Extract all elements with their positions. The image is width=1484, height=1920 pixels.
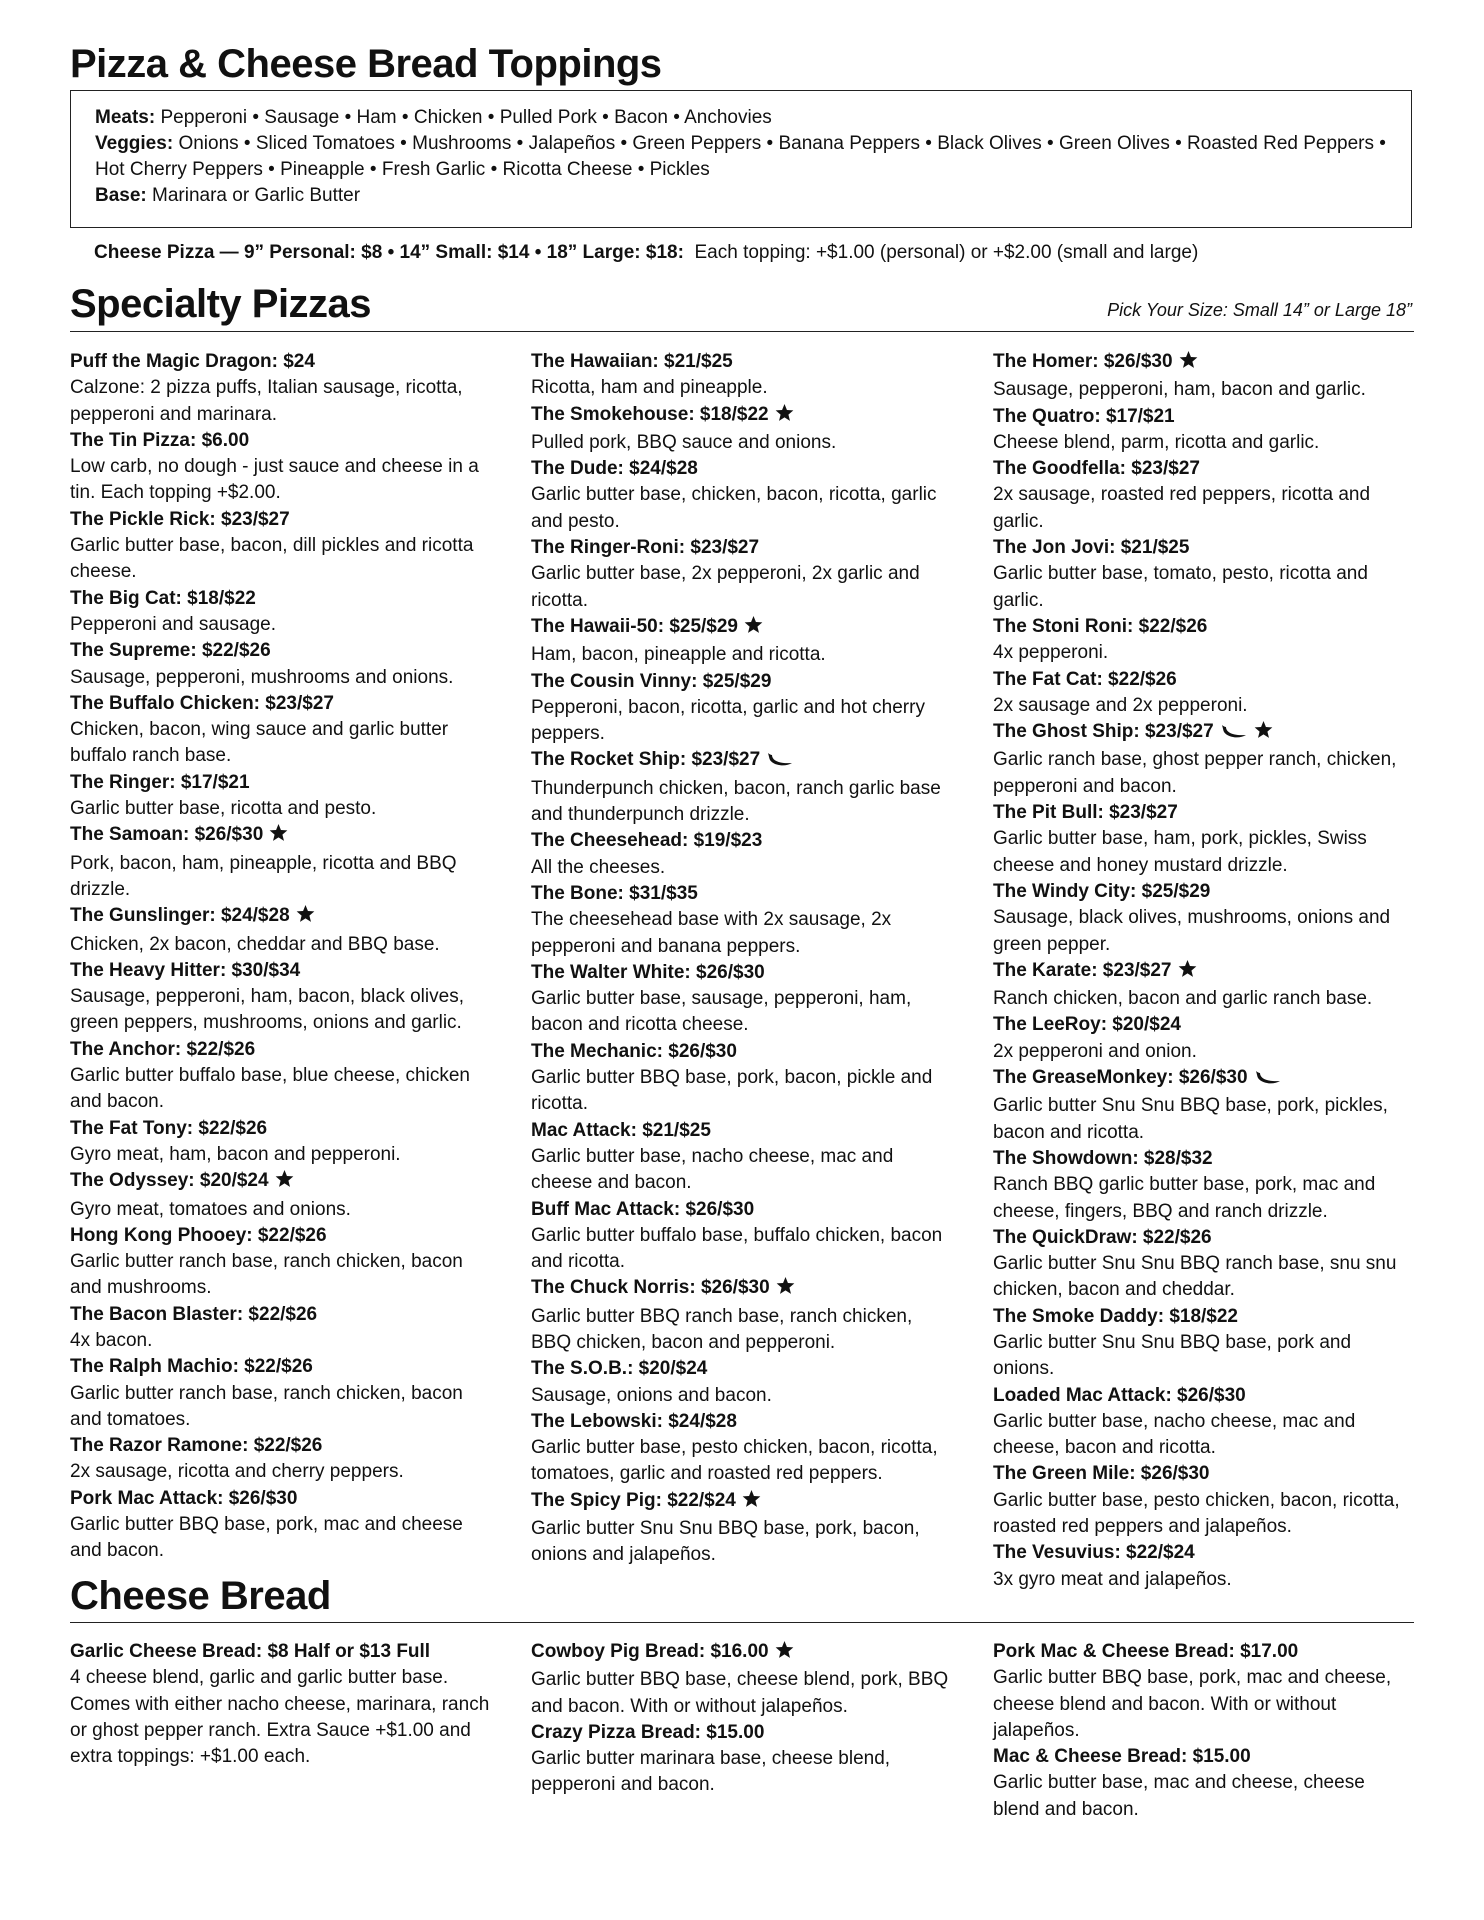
menu-item-name: The Big Cat: $18/$22 [70, 587, 256, 609]
menu-item [70, 770, 490, 823]
pepper-icon [766, 749, 794, 775]
menu-item [531, 1720, 951, 1799]
menu-item [70, 1354, 490, 1433]
menu-item-name: The Ringer-Roni: $23/$27 [531, 537, 760, 559]
menu-item [993, 958, 1413, 1013]
menu-item [70, 507, 490, 586]
menu-item-description: Garlic butter Snu Snu BBQ base, pork and onions. [993, 1331, 1352, 1380]
menu-item-name: The Tin Pizza: $6.00 [70, 429, 250, 451]
menu-item-name: Mac Attack: $21/$25 [531, 1119, 711, 1141]
menu-item-name: The Odyssey: $20/$24 [70, 1170, 269, 1192]
menu-item-name: The Cousin Vinny: $25/$29 [531, 670, 772, 692]
menu-item-name-line [531, 456, 951, 482]
topping-price: Each topping: +$1.00 (personal) or +$2.00 (small and large) [694, 242, 1199, 263]
menu-item-description: The cheesehead base with 2x sausage, 2x pepperoni and banana peppers. [531, 909, 892, 957]
pepper-icon [1254, 1067, 1282, 1093]
menu-item-description: Garlic butter Snu Snu BBQ base, pork, bacon, onions and jalapeños. [531, 1518, 920, 1566]
menu-item-name: The Samoan: $26/$30 [70, 824, 264, 846]
menu-item-name: Cowboy Pig Bread: $16.00 [531, 1641, 769, 1662]
menu-item-name-line [531, 960, 951, 986]
menu-item-description: Garlic butter base, nacho cheese, mac and cheese and bacon. [531, 1145, 894, 1194]
menu-item-name-line [993, 667, 1413, 693]
menu-item-name-line [70, 903, 490, 931]
veggies-list: Onions • Sliced Tomatoes • Mushrooms • Jalapeños • Green Peppers • Banana Peppers • Black Olives • Green Olives • Roasted Red Peppers • Hot Cherry Peppers • Pineapple • Fresh Garlic • Ricotta Cheese • Pickles [95, 133, 1386, 180]
menu-item-description: Garlic butter BBQ base, pork, bacon, pickle and ricotta. [531, 1067, 933, 1115]
menu-item-description: Garlic butter base, bacon, dill pickles and ricotta cheese. [70, 535, 474, 583]
menu-item-name: The Vesuvius: $22/$24 [993, 1542, 1195, 1564]
menu-item-description: 2x sausage, ricotta and cherry peppers. [70, 1461, 404, 1483]
menu-item [531, 669, 951, 748]
menu-item-description: Sausage, black olives, mushrooms, onions and green pepper. [993, 907, 1391, 955]
menu-item-name: The Dude: $24/$28 [531, 458, 698, 480]
menu-item-name-line [70, 1433, 490, 1459]
menu-item-name-line [993, 958, 1413, 986]
menu-item-description: Garlic butter base, chicken, bacon, ricotta, garlic and pesto. [531, 484, 937, 532]
menu-item-name-line [70, 1223, 490, 1249]
menu-item-name: Mac & Cheese Bread: $15.00 [993, 1746, 1251, 1768]
menu-item [70, 1639, 490, 1770]
star-icon [296, 905, 315, 931]
menu-item-name-line [70, 770, 490, 796]
menu-item [993, 1012, 1413, 1065]
menu-item-description: Ranch chicken, bacon and garlic ranch base. [993, 988, 1373, 1010]
menu-item-name-line [993, 1540, 1413, 1566]
menu-item-name: The Razor Ramone: $22/$26 [70, 1435, 323, 1457]
menu-item-name-line [531, 402, 951, 430]
menu-item-description: Garlic butter marinara base, cheese blend, pepperoni and bacon. [531, 1748, 891, 1796]
menu-item-name: The Ralph Machio: $22/$26 [70, 1356, 313, 1378]
menu-item-name-line [531, 1118, 951, 1144]
menu-item-description: Garlic butter Snu Snu BBQ base, pork, pickles, bacon and ricotta. [993, 1095, 1388, 1143]
menu-item-name: Garlic Cheese Bread: $8 Half or $13 Full [70, 1641, 431, 1662]
menu-item-name-line [993, 1383, 1413, 1409]
menu-item-name-line [531, 1356, 951, 1382]
menu-item-description: Garlic butter BBQ base, pork, mac and cheese and bacon. [70, 1514, 463, 1562]
menu-item [993, 800, 1413, 879]
meats-list: Pepperoni • Sausage • Ham • Chicken • Pulled Pork • Bacon • Anchovies [160, 107, 772, 128]
menu-item-name: The Stoni Roni: $22/$26 [993, 615, 1208, 637]
menu-item-description: 3x gyro meat and jalapeños. [993, 1568, 1232, 1590]
star-icon [776, 1277, 795, 1303]
base-label: Base: [95, 185, 147, 206]
menu-item-description: Garlic butter base, pesto chicken, bacon, ricotta, roasted red peppers and jalapeños. [993, 1489, 1400, 1538]
menu-item [993, 614, 1413, 667]
menu-item [531, 535, 951, 614]
menu-item-description: Sausage, onions and bacon. [531, 1384, 772, 1406]
menu-item [531, 1197, 951, 1276]
menu-item-name: The Ghost Ship: $23/$27 [993, 721, 1214, 743]
menu-item-name: The Showdown: $28/$32 [993, 1147, 1213, 1169]
menu-item [70, 691, 490, 770]
menu-item [531, 456, 951, 535]
cheesebread-title: Cheese Bread [70, 1574, 331, 1618]
menu-item-description: Garlic butter BBQ base, cheese blend, pork, BBQ and bacon. With or without jalapeños. [531, 1669, 949, 1717]
star-icon [1178, 960, 1197, 986]
menu-item-name: Pork Mac Attack: $26/$30 [70, 1487, 298, 1509]
star-icon [744, 616, 763, 642]
menu-item-description: Garlic butter ranch base, ranch chicken, bacon and mushrooms. [70, 1251, 463, 1299]
menu-item-description: Garlic butter base, mac and cheese, cheese blend and bacon. [993, 1772, 1365, 1820]
menu-item [70, 349, 490, 428]
menu-item-name-line [531, 747, 951, 775]
menu-item-name-line [993, 456, 1413, 482]
menu-item-name-line [70, 349, 490, 375]
menu-item-description: Gyro meat, ham, bacon and pepperoni. [70, 1143, 401, 1165]
menu-item-description: Thunderpunch chicken, bacon, ranch garlic base and thunderpunch drizzle. [531, 777, 941, 826]
menu-item-description: 4x pepperoni. [993, 642, 1109, 664]
menu-item-description: Calzone: 2 pizza puffs, Italian sausage, ricotta, pepperoni and marinara. [70, 377, 463, 425]
menu-item-name-line [70, 1639, 490, 1665]
menu-item-name: The Chuck Norris: $26/$30 [531, 1277, 770, 1299]
menu-item-name: The Mechanic: $26/$30 [531, 1040, 737, 1062]
menu-item-name: Puff the Magic Dragon: $24 [70, 351, 315, 372]
cheesebread-divider [70, 1622, 1414, 1623]
menu-item [70, 1116, 490, 1169]
menu-item-name-line [993, 614, 1413, 640]
menu-item-name-line [993, 719, 1413, 747]
menu-item-description: Garlic butter buffalo base, buffalo chicken, bacon and ricotta. [531, 1224, 943, 1273]
menu-item-name-line [531, 535, 951, 561]
menu-item-name: The QuickDraw: $22/$26 [993, 1226, 1212, 1248]
toppings-title: Pizza & Cheese Bread Toppings [70, 42, 662, 86]
toppings-box [70, 90, 1412, 228]
menu-item-name-line [531, 1639, 951, 1667]
menu-item-name-line [70, 1302, 490, 1328]
menu-item-description: Pulled pork, BBQ sauce and onions. [531, 431, 837, 453]
meats-label: Meats: [95, 107, 156, 128]
base-list: Marinara or Garlic Butter [152, 185, 361, 206]
menu-item [531, 881, 951, 960]
cheesebread-column-1 [70, 1639, 490, 1770]
menu-item-description: Pepperoni and sausage. [70, 613, 276, 635]
menu-item-name-line [993, 535, 1413, 561]
menu-item-description: Garlic butter base, pesto chicken, bacon, ricotta, tomatoes, garlic and roasted red peppers. [531, 1437, 938, 1485]
menu-item-name: The Homer: $26/$30 [993, 351, 1173, 372]
menu-item-name: The Hawaii-50: $25/$29 [531, 615, 738, 637]
menu-item-description: Garlic butter ranch base, ranch chicken, bacon and tomatoes. [70, 1382, 463, 1430]
menu-item [70, 586, 490, 639]
menu-item-name-line [70, 691, 490, 717]
menu-item [531, 1039, 951, 1118]
menu-item-description: Sausage, pepperoni, mushrooms and onions. [70, 666, 454, 688]
menu-item-name: The Anchor: $22/$26 [70, 1038, 256, 1060]
veggies-label: Veggies: [95, 133, 174, 154]
menu-item [531, 960, 951, 1039]
menu-item-name: Crazy Pizza Bread: $15.00 [531, 1721, 765, 1743]
menu-item-name: The GreaseMonkey: $26/$30 [993, 1067, 1248, 1089]
menu-item [70, 1168, 490, 1223]
specialty-divider [70, 331, 1414, 332]
menu-item-name-line [993, 1639, 1413, 1665]
menu-item-description: Garlic butter base, ham, pork, pickles, Swiss cheese and honey mustard drizzle. [993, 828, 1367, 876]
pick-size-note: Pick Your Size: Small 14” or Large 18” [1107, 300, 1412, 320]
menu-item [531, 1488, 951, 1569]
menu-item [70, 903, 490, 958]
star-icon [742, 1490, 761, 1516]
menu-item-name: The Pickle Rick: $23/$27 [70, 508, 290, 530]
menu-item-description: 2x sausage and 2x pepperoni. [993, 694, 1248, 716]
menu-item-name-line [70, 1116, 490, 1142]
menu-item-name-line [70, 1037, 490, 1063]
menu-item-name-line [993, 404, 1413, 430]
menu-item [993, 1540, 1413, 1593]
meats-line [95, 105, 1387, 131]
specialty-title: Specialty Pizzas [70, 282, 372, 326]
menu-item [993, 719, 1413, 800]
menu-item-description: Gyro meat, tomatoes and onions. [70, 1198, 351, 1220]
menu-item-name: The Smoke Daddy: $18/$22 [993, 1305, 1238, 1327]
menu-item-name-line [531, 614, 951, 642]
menu-item-description: 2x pepperoni and onion. [993, 1040, 1197, 1062]
menu-item-name-line [993, 1065, 1413, 1093]
menu-item-name: The Lebowski: $24/$28 [531, 1410, 737, 1432]
menu-item-description: Pepperoni, bacon, ricotta, garlic and hot cherry peppers. [531, 696, 925, 745]
menu-item [70, 428, 490, 507]
star-icon [775, 404, 794, 430]
menu-item-name: Buff Mac Attack: $26/$30 [531, 1198, 755, 1220]
menu-item-description: Ranch BBQ garlic butter base, pork, mac and cheese, fingers, BBQ and ranch drizzle. [993, 1174, 1376, 1222]
menu-item [70, 1433, 490, 1486]
menu-item-name: The Jon Jovi: $21/$25 [993, 537, 1190, 559]
menu-item-name: The Fat Cat: $22/$26 [993, 668, 1177, 690]
menu-item-description: Garlic butter BBQ base, pork, mac and cheese, cheese blend and bacon. With or without jalapeños. [993, 1667, 1392, 1741]
menu-item-name-line [993, 1744, 1413, 1770]
menu-item-description: Cheese blend, parm, ricotta and garlic. [993, 431, 1320, 453]
menu-item [531, 828, 951, 881]
menu-item-description: Chicken, 2x bacon, cheddar and BBQ base. [70, 933, 440, 955]
star-icon [775, 1641, 794, 1667]
menu-item [531, 1275, 951, 1356]
menu-item-description: Chicken, bacon, wing sauce and garlic butter buffalo ranch base. [70, 719, 449, 767]
menu-item [993, 1304, 1413, 1383]
menu-item [70, 822, 490, 903]
menu-item-description: Garlic butter base, ricotta and pesto. [70, 798, 377, 820]
menu-item-name: The Pit Bull: $23/$27 [993, 802, 1178, 824]
menu-item-name-line [993, 349, 1413, 377]
menu-item [993, 1744, 1413, 1823]
menu-item-name: The Hawaiian: $21/$25 [531, 351, 733, 372]
menu-item-description: Garlic butter buffalo base, blue cheese, chicken and bacon. [70, 1065, 470, 1113]
menu-item-name: The Karate: $23/$27 [993, 959, 1172, 981]
menu-item [70, 1223, 490, 1302]
menu-item-name-line [993, 1012, 1413, 1038]
menu-item-name: The Bacon Blaster: $22/$26 [70, 1303, 318, 1325]
menu-item-name-line [531, 1488, 951, 1516]
menu-item-description: Garlic butter base, tomato, pesto, ricotta and garlic. [993, 563, 1368, 611]
menu-item [70, 958, 490, 1037]
menu-item-description: Garlic butter base, 2x pepperoni, 2x garlic and ricotta. [531, 563, 920, 611]
menu-item-description: Ricotta, ham and pineapple. [531, 377, 768, 399]
menu-item-name-line [993, 879, 1413, 905]
menu-item [993, 667, 1413, 720]
menu-item-name: The Spicy Pig: $22/$24 [531, 1489, 736, 1511]
menu-item-name-line [70, 1354, 490, 1380]
menu-item-name: Loaded Mac Attack: $26/$30 [993, 1384, 1246, 1406]
menu-item [531, 1639, 951, 1720]
menu-item [531, 402, 951, 457]
specialty-column-1 [70, 349, 490, 1565]
menu-item-description: Ham, bacon, pineapple and ricotta. [531, 644, 826, 666]
menu-item [993, 1065, 1413, 1146]
menu-item [993, 404, 1413, 457]
star-icon [1179, 351, 1198, 377]
menu-item-name: The Quatro: $17/$21 [993, 405, 1175, 427]
menu-item-description: Garlic butter base, nacho cheese, mac and cheese, bacon and ricotta. [993, 1410, 1356, 1459]
menu-item [70, 1302, 490, 1355]
veggies-line [95, 131, 1387, 183]
star-icon [275, 1170, 294, 1196]
menu-item-description: Sausage, pepperoni, ham, bacon and garlic. [993, 379, 1366, 401]
menu-item-name: The Heavy Hitter: $30/$34 [70, 959, 301, 981]
menu-item-description: All the cheeses. [531, 856, 666, 878]
menu-item-description: Low carb, no dough - just sauce and cheese in a tin. Each topping +$2.00. [70, 456, 479, 504]
cheesebread-column-2 [531, 1639, 951, 1799]
menu-item [993, 349, 1413, 404]
menu-item-name-line [531, 1197, 951, 1223]
menu-item [993, 1225, 1413, 1304]
menu-item-name-line [70, 1168, 490, 1196]
menu-item [993, 1146, 1413, 1225]
menu-item-name: The Windy City: $25/$29 [993, 880, 1211, 902]
menu-item-name-line [70, 638, 490, 664]
menu-item [70, 638, 490, 691]
menu-item-name-line [70, 822, 490, 850]
menu-item-name-line [993, 800, 1413, 826]
menu-item-name: The S.O.B.: $20/$24 [531, 1358, 708, 1380]
menu-item [531, 349, 951, 402]
menu-item-name: The Cheesehead: $19/$23 [531, 830, 763, 852]
menu-item-name-line [70, 428, 490, 454]
menu-item-name: The Goodfella: $23/$27 [993, 458, 1200, 480]
specialty-column-3 [993, 349, 1413, 1593]
menu-item-name-line [70, 958, 490, 984]
cheese-pizza-label: Cheese Pizza — 9” Personal: $8 • 14” Small: $14 • 18” Large: $18: [94, 242, 684, 263]
menu-item [993, 1639, 1413, 1744]
menu-item-description: Garlic butter base, sausage, pepperoni, ham, bacon and ricotta cheese. [531, 988, 912, 1036]
menu-item-description: 2x sausage, roasted red peppers, ricotta and garlic. [993, 484, 1371, 532]
menu-item [531, 614, 951, 669]
menu-item-name-line [993, 1146, 1413, 1172]
menu-item [993, 456, 1413, 535]
menu-item [993, 1461, 1413, 1540]
star-icon [269, 824, 288, 850]
menu-item-name: The Walter White: $26/$30 [531, 961, 765, 983]
menu-item-name: The Ringer: $17/$21 [70, 771, 250, 793]
pepper-icon [1220, 721, 1248, 747]
menu-item-description: Garlic butter BBQ ranch base, ranch chicken, BBQ chicken, bacon and pepperoni. [531, 1305, 913, 1353]
menu-item-name-line [993, 1225, 1413, 1251]
menu-item-name: The Bone: $31/$35 [531, 882, 698, 904]
menu-item [531, 1409, 951, 1488]
menu-item-name-line [531, 349, 951, 375]
menu-item-name: The Rocket Ship: $23/$27 [531, 749, 761, 771]
menu-item-name-line [993, 1304, 1413, 1330]
menu-item-name-line [531, 1720, 951, 1746]
menu-item-name: Hong Kong Phooey: $22/$26 [70, 1224, 327, 1246]
menu-item-name-line [70, 1486, 490, 1512]
menu-item [531, 1356, 951, 1409]
menu-item [70, 1037, 490, 1116]
star-icon [1254, 721, 1273, 747]
menu-item-name: The LeeRoy: $20/$24 [993, 1014, 1181, 1036]
menu-item-name-line [531, 1409, 951, 1435]
menu-item [993, 535, 1413, 614]
cheesebread-column-3 [993, 1639, 1413, 1823]
menu-item-name-line [531, 881, 951, 907]
menu-item [70, 1486, 490, 1565]
menu-item-name-line [70, 507, 490, 533]
menu-item-description: Garlic ranch base, ghost pepper ranch, chicken, pepperoni and bacon. [993, 749, 1397, 797]
menu-item-name: The Buffalo Chicken: $23/$27 [70, 692, 334, 714]
menu-item-name-line [993, 1461, 1413, 1487]
base-line [95, 183, 1387, 209]
menu-item-name: The Smokehouse: $18/$22 [531, 403, 769, 425]
menu-item-name-line [531, 828, 951, 854]
menu-item-name: The Gunslinger: $24/$28 [70, 905, 290, 927]
menu-item [993, 879, 1413, 958]
menu-item-name-line [531, 1039, 951, 1065]
menu-item-description: Pork, bacon, ham, pineapple, ricotta and BBQ drizzle. [70, 852, 457, 900]
menu-item [531, 747, 951, 828]
menu-item-name: The Green Mile: $26/$30 [993, 1463, 1210, 1485]
menu-item-name: Pork Mac & Cheese Bread: $17.00 [993, 1641, 1299, 1662]
menu-item [993, 1383, 1413, 1462]
menu-item-name-line [531, 1275, 951, 1303]
menu-item-description: Garlic butter Snu Snu BBQ ranch base, snu snu chicken, bacon and cheddar. [993, 1253, 1397, 1301]
menu-item-name: The Fat Tony: $22/$26 [70, 1117, 268, 1139]
menu-item [531, 1118, 951, 1197]
menu-item-name: The Supreme: $22/$26 [70, 640, 271, 662]
cheese-pizza-prices [94, 240, 1198, 266]
menu-item-description: 4x bacon. [70, 1329, 153, 1351]
menu-item-description: Sausage, pepperoni, ham, bacon, black olives, green peppers, mushrooms, onions and garlic. [70, 986, 464, 1034]
menu-item-description: 4 cheese blend, garlic and garlic butter base. Comes with either nacho cheese, marinara, ranch or ghost pepper ranch. Extra Sauce +$1.00 and extra toppings: +$1.00 each. [70, 1667, 490, 1768]
specialty-column-2 [531, 349, 951, 1569]
menu-item-name-line [531, 669, 951, 695]
menu-item-name-line [70, 586, 490, 612]
